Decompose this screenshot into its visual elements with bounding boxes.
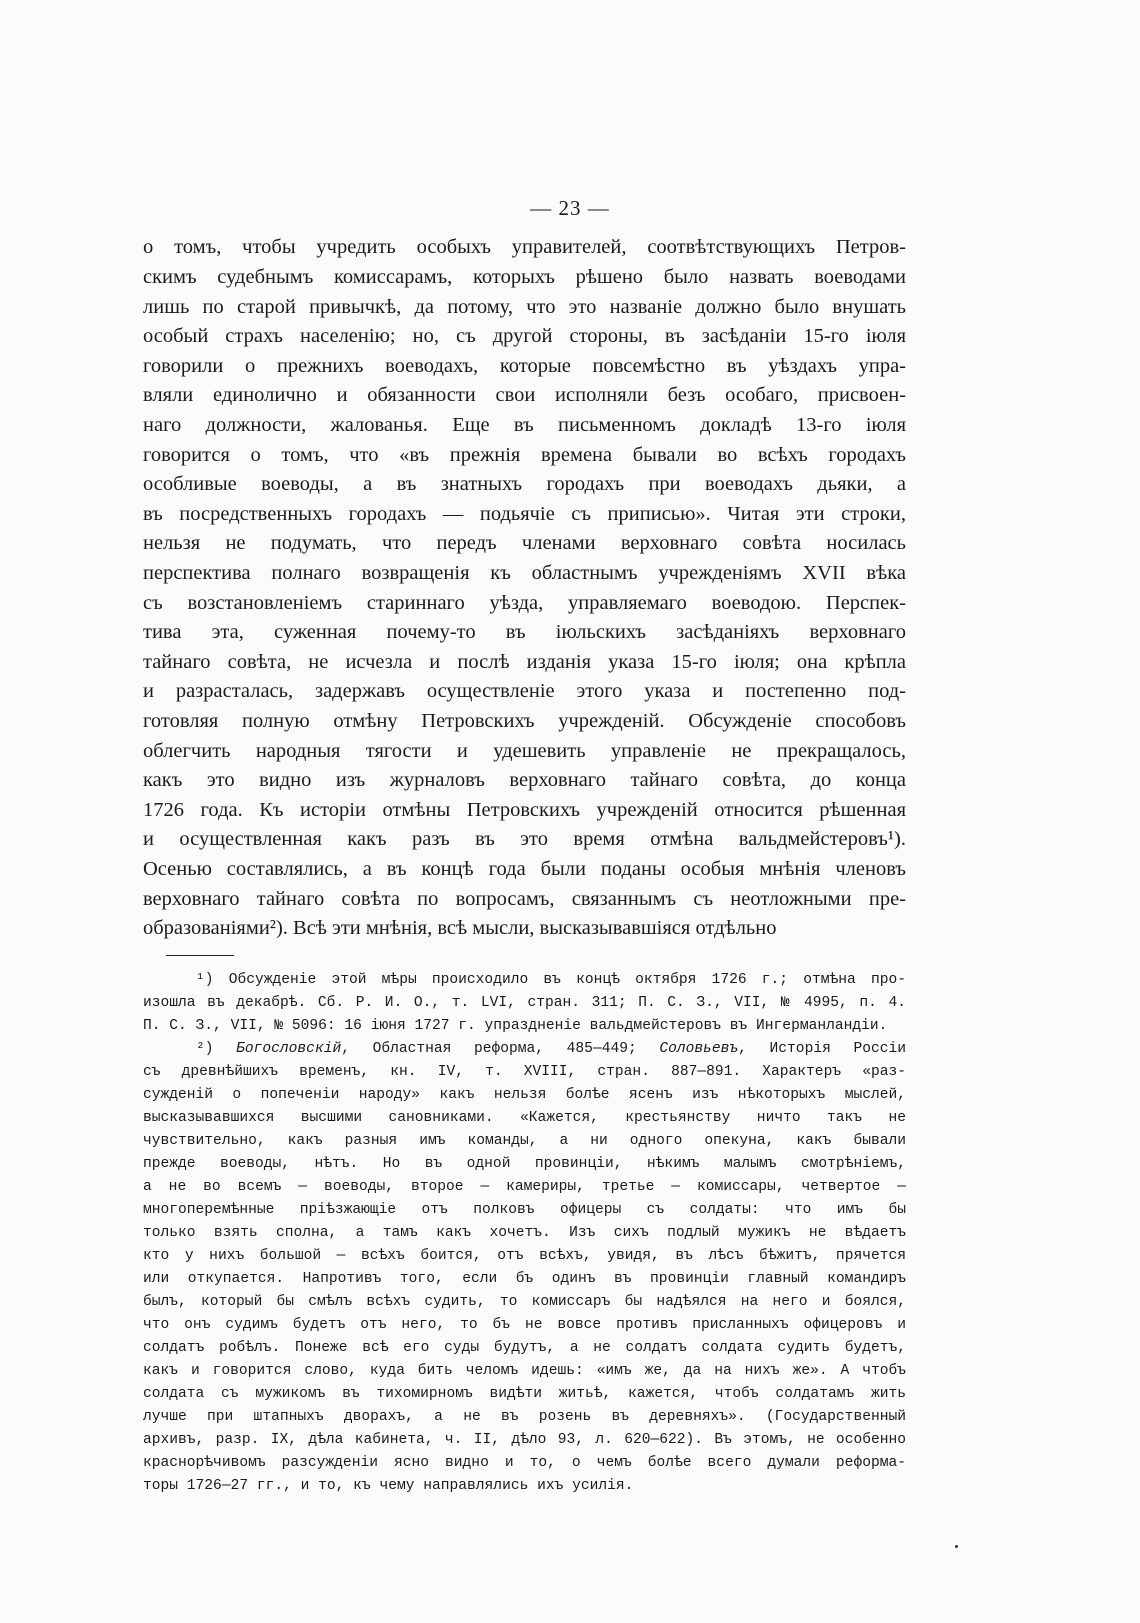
body-line: въ посредственныхъ городахъ — подьячіе съ приписью». Читая эти строки,: [143, 503, 906, 525]
footnote-text: , Исторія Россіи: [738, 1041, 906, 1057]
footnote-line: лучше при штапныхъ дворахъ, а не въ розень въ деревняхъ». (Государственный: [143, 1409, 906, 1425]
body-line: наго должности, жалованья. Еще въ письменномъ докладѣ 13-го іюля: [143, 414, 906, 436]
body-line: облегчить народныя тягости и удешевить управленіе не прекращалось,: [143, 740, 906, 762]
footnote-line: съ древнѣйшихъ временъ, кн. IV, т. XVIII, стран. 887—891. Характеръ «раз-: [143, 1064, 906, 1080]
body-line: образованіями²). Всѣ эти мнѣнія, всѣ мысли, высказывавшіяся отдѣльно: [143, 917, 777, 939]
body-line: перспектива полнаго возвращенія къ областнымъ учрежденіямъ XVII вѣка: [143, 562, 906, 584]
body-line: Осенью составлялись, а въ концѣ года были поданы особыя мнѣнія членовъ: [143, 858, 906, 880]
footnote-line: чувствительно, какъ разныя имъ команды, а ни одного опекуна, какъ бывали: [143, 1133, 906, 1149]
footnote-line: или откупается. Напротивъ того, если бъ одинъ въ провинціи главный командиръ: [143, 1271, 906, 1287]
footnote-line: многоперемѣнные пріѣзжающіе отъ полковъ офицеры съ солдаты: что имъ бы: [143, 1202, 906, 1218]
footnote-line: только взять сполна, а тамъ какъ хочетъ. Изъ сихъ подлый мужикъ не вѣдаетъ: [143, 1225, 906, 1241]
body-line: тива эта, суженная почему-то въ іюльскихъ засѣданіяхъ верховнаго: [143, 621, 906, 643]
footnote-line: а не во всемъ — воеводы, второе — камериры, третье — комиссары, четвертое —: [143, 1179, 906, 1195]
footnote-divider: [166, 955, 234, 956]
footnote-line: высказывавшихся высшими сановниками. «Кажется, крестьянству ничто такъ не: [143, 1110, 906, 1126]
footnote-line: былъ, который бы смѣлъ всѣхъ судить, то комиссаръ бы надѣялся на него и боялся,: [143, 1294, 906, 1310]
footnote-text: , Областная реформа, 485—449;: [341, 1041, 637, 1057]
footnote-line: ¹) Обсужденіе этой мѣры происходило въ концѣ октября 1726 г.; отмѣна про-: [196, 972, 906, 988]
footnote-line: торы 1726—27 гг., и то, къ чему направлялись ихъ усилія.: [143, 1478, 634, 1494]
body-line: скимъ судебнымъ комиссарамъ, которыхъ рѣшено было назвать воеводами: [143, 266, 906, 288]
footnote-line: П. С. З., VII, № 5096: 16 іюня 1727 г. упраздненіе вальдмейстеровъ въ Ингерманландіи.: [143, 1018, 888, 1034]
footnote-line: архивъ, разр. IX, дѣла кабинета, ч. II, дѣло 93, л. 620—622). Въ этомъ, не особенно: [143, 1432, 906, 1448]
footnote-line: кто у нихъ большой — всѣхъ боится, отъ всѣхъ, увидя, въ лѣсъ бѣжитъ, прячется: [143, 1248, 906, 1264]
body-line: лишь по старой привычкѣ, да потому, что это названіе должно было внушать: [143, 296, 906, 318]
body-line: какъ это видно изъ журналовъ верховнаго тайнаго совѣта, до конца: [143, 769, 906, 791]
body-line: 1726 года. Къ исторіи отмѣны Петровскихъ учрежденій относится рѣшенная: [143, 799, 906, 821]
footnote-line: изошла въ декабрѣ. Сб. Р. И. О., т. LVI, стран. 311; П. С. З., VII, № 4995, п. 4.: [143, 995, 906, 1011]
footnote-line: какъ и говорится слово, куда бить челомъ идешь: «имъ же, да на нихъ же». А чтобъ: [143, 1363, 906, 1379]
body-line: готовляя полную отмѣну Петровскихъ учрежденій. Обсужденіе способовъ: [143, 710, 906, 732]
footnote-line: сужденій о попеченіи народу» какъ нельзя болѣе ясенъ изъ нѣкоторыхъ мыслей,: [143, 1087, 906, 1103]
body-line: и разрасталась, задержавъ осуществленіе этого указа и постепенно под-: [143, 680, 906, 702]
body-line: говорили о прежнихъ воеводахъ, которые повсемѣстно въ уѣздахъ упра-: [143, 355, 906, 377]
body-line: вляли единолично и обязанности свои исполняли безъ особаго, присвоен-: [143, 384, 906, 406]
footnote-line: солдатъ робѣлъ. Понеже всѣ его суды будутъ, а не солдатъ солдата судить будетъ,: [143, 1340, 906, 1356]
body-line: верховнаго тайнаго совѣта по вопросамъ, связаннымъ съ неотложными пре-: [143, 888, 906, 910]
body-line: говорится о томъ, что «въ прежнія времена бывали во всѣхъ городахъ: [143, 444, 906, 466]
body-line: о томъ, чтобы учредить особыхъ управителей, соотвѣтствующихъ Петров-: [143, 236, 906, 258]
body-line: нельзя не подумать, что передъ членами верховнаго совѣта носилась: [143, 532, 906, 554]
page-number: — 23 —: [530, 196, 610, 220]
author-name: Богословскій: [236, 1041, 342, 1057]
body-line: съ возстановленіемъ стариннаго уѣзда, управляемаго воеводою. Перспек-: [143, 592, 906, 614]
body-line: и осуществленная какъ разъ въ это время отмѣна вальдмейстеровъ¹).: [143, 828, 906, 850]
footnote-line: [196, 1039, 906, 1060]
scan-speck: [955, 1545, 958, 1548]
body-line: особливые воеводы, а въ знатныхъ городахъ при воеводахъ дьяки, а: [143, 473, 906, 495]
body-line: тайнаго совѣта, не исчезла и послѣ изданія указа 15-го іюля; она крѣпла: [143, 651, 906, 673]
footnote-marker: ²): [196, 1041, 214, 1057]
footnote-line: что онъ судимъ будетъ отъ него, то бъ не вовсе противъ присланныхъ офицеровъ и: [143, 1317, 906, 1333]
footnote-line: прежде воеводы, нѣтъ. Но въ одной провинціи, нѣкимъ малымъ смотрѣніемъ,: [143, 1156, 906, 1172]
body-line: особый страхъ населенію; но, съ другой стороны, въ засѣданіи 15-го іюля: [143, 325, 906, 347]
author-name: Соловьевъ: [659, 1041, 739, 1057]
footnote-line: краснорѣчивомъ разсужденіи ясно видно и то, о чемъ болѣе всего думали реформа-: [143, 1455, 906, 1471]
footnote-line: солдата съ мужикомъ въ тихомирномъ видѣти житьѣ, кажется, чтобъ солдатамъ жить: [143, 1386, 906, 1402]
